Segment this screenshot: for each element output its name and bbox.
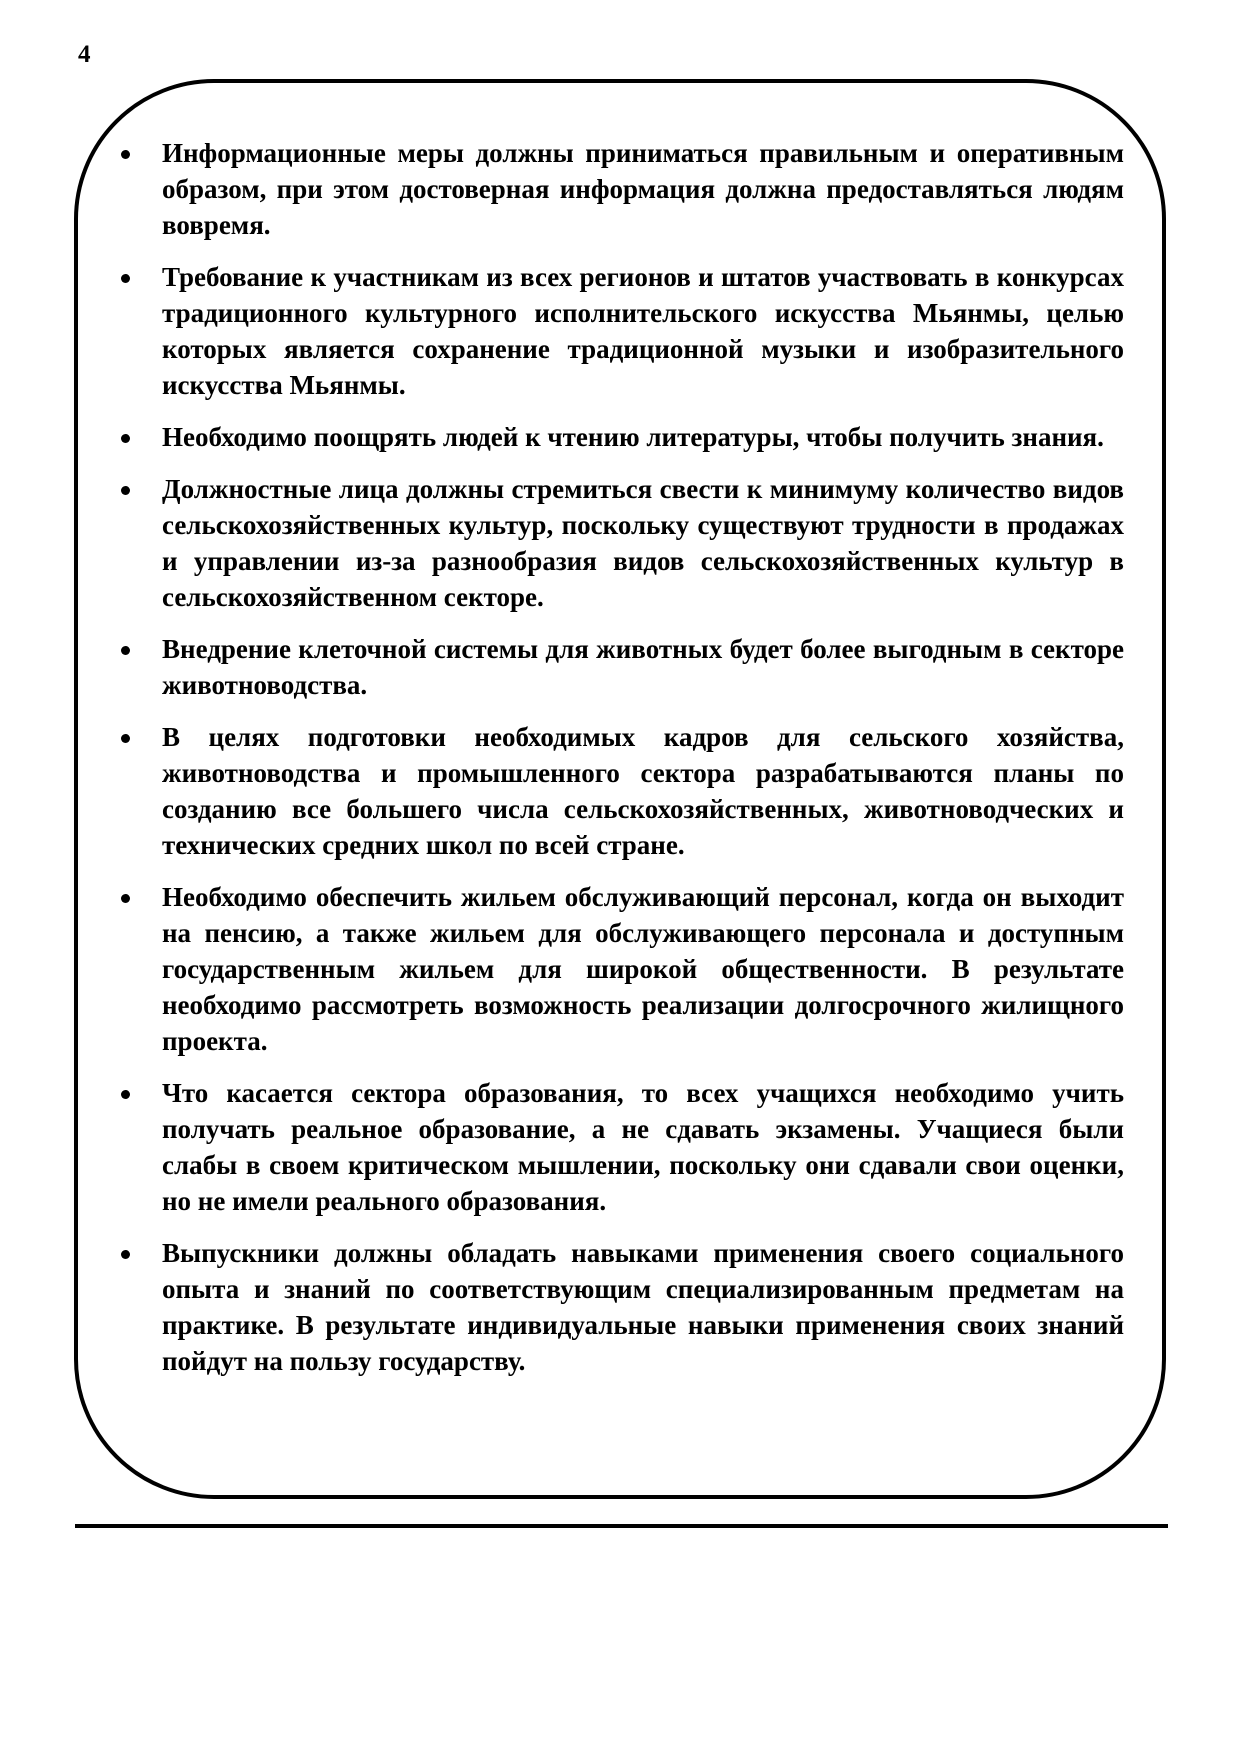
bullet-icon bbox=[121, 486, 130, 495]
bullet-icon bbox=[121, 646, 130, 655]
bullet-icon bbox=[121, 734, 130, 743]
bullet-text: Необходимо поощрять людей к чтению литературы, чтобы получить знания. bbox=[162, 422, 1104, 452]
bullet-text: Должностные лица должны стремиться свести к минимуму количество видов сельскохозяйственных культур, поскольку существуют трудности в продажах и управлении из-за разнообразия видов сельскохозяйственных культур в сельскохозяйственном секторе. bbox=[162, 474, 1124, 612]
bullet-icon bbox=[121, 1250, 130, 1259]
bullet-icon bbox=[121, 894, 130, 903]
bullet-text: Выпускники должны обладать навыками применения своего социального опыта и знаний по соответствующим специализированным предметам на практике. В результате индивидуальные навыки применения своих знаний пойдут на пользу государству. bbox=[162, 1238, 1124, 1376]
horizontal-rule bbox=[75, 1524, 1168, 1528]
list-item bbox=[114, 719, 1124, 863]
bullet-list bbox=[114, 135, 1124, 1395]
bullet-text: Внедрение клеточной системы для животных будет более выгодным в секторе животноводства. bbox=[162, 634, 1124, 700]
bullet-text: В целях подготовки необходимых кадров для сельского хозяйства, животноводства и промышленного сектора разрабатываются планы по созданию все большего числа сельскохозяйственных, животноводческих и технических средних школ по всей стране. bbox=[162, 722, 1124, 860]
bullet-text: Необходимо обеспечить жильем обслуживающий персонал, когда он выходит на пенсию, а также жильем для обслуживающего персонала и доступным государственным жильем для широкой общественности. В результате необходимо рассмотреть возможность реализации долгосрочного жилищного проекта. bbox=[162, 882, 1124, 1056]
bullet-text: Информационные меры должны приниматься правильным и оперативным образом, при этом достоверная информация должна предоставляться людям вовремя. bbox=[162, 138, 1124, 240]
bullet-text: Что касается сектора образования, то всех учащихся необходимо учить получать реальное образование, а не сдавать экзамены. Учащиеся были слабы в своем критическом мышлении, поскольку они сдавали свои оценки, но не имели реального образования. bbox=[162, 1078, 1124, 1216]
list-item bbox=[114, 1075, 1124, 1219]
list-item bbox=[114, 419, 1124, 455]
list-item bbox=[114, 135, 1124, 243]
list-item bbox=[114, 471, 1124, 615]
bullet-icon bbox=[121, 434, 130, 443]
bullet-text: Требование к участникам из всех регионов и штатов участвовать в конкурсах традиционного культурного исполнительского искусства Мьянмы, целью которых является сохранение традиционной музыки и изобразительного искусства Мьянмы. bbox=[162, 262, 1124, 400]
list-item bbox=[114, 259, 1124, 403]
bullet-icon bbox=[121, 274, 130, 283]
bullet-icon bbox=[121, 1090, 130, 1099]
list-item bbox=[114, 1235, 1124, 1379]
list-item bbox=[114, 631, 1124, 703]
page-number: 4 bbox=[78, 41, 91, 68]
bullet-icon bbox=[121, 150, 130, 159]
list-item bbox=[114, 879, 1124, 1059]
